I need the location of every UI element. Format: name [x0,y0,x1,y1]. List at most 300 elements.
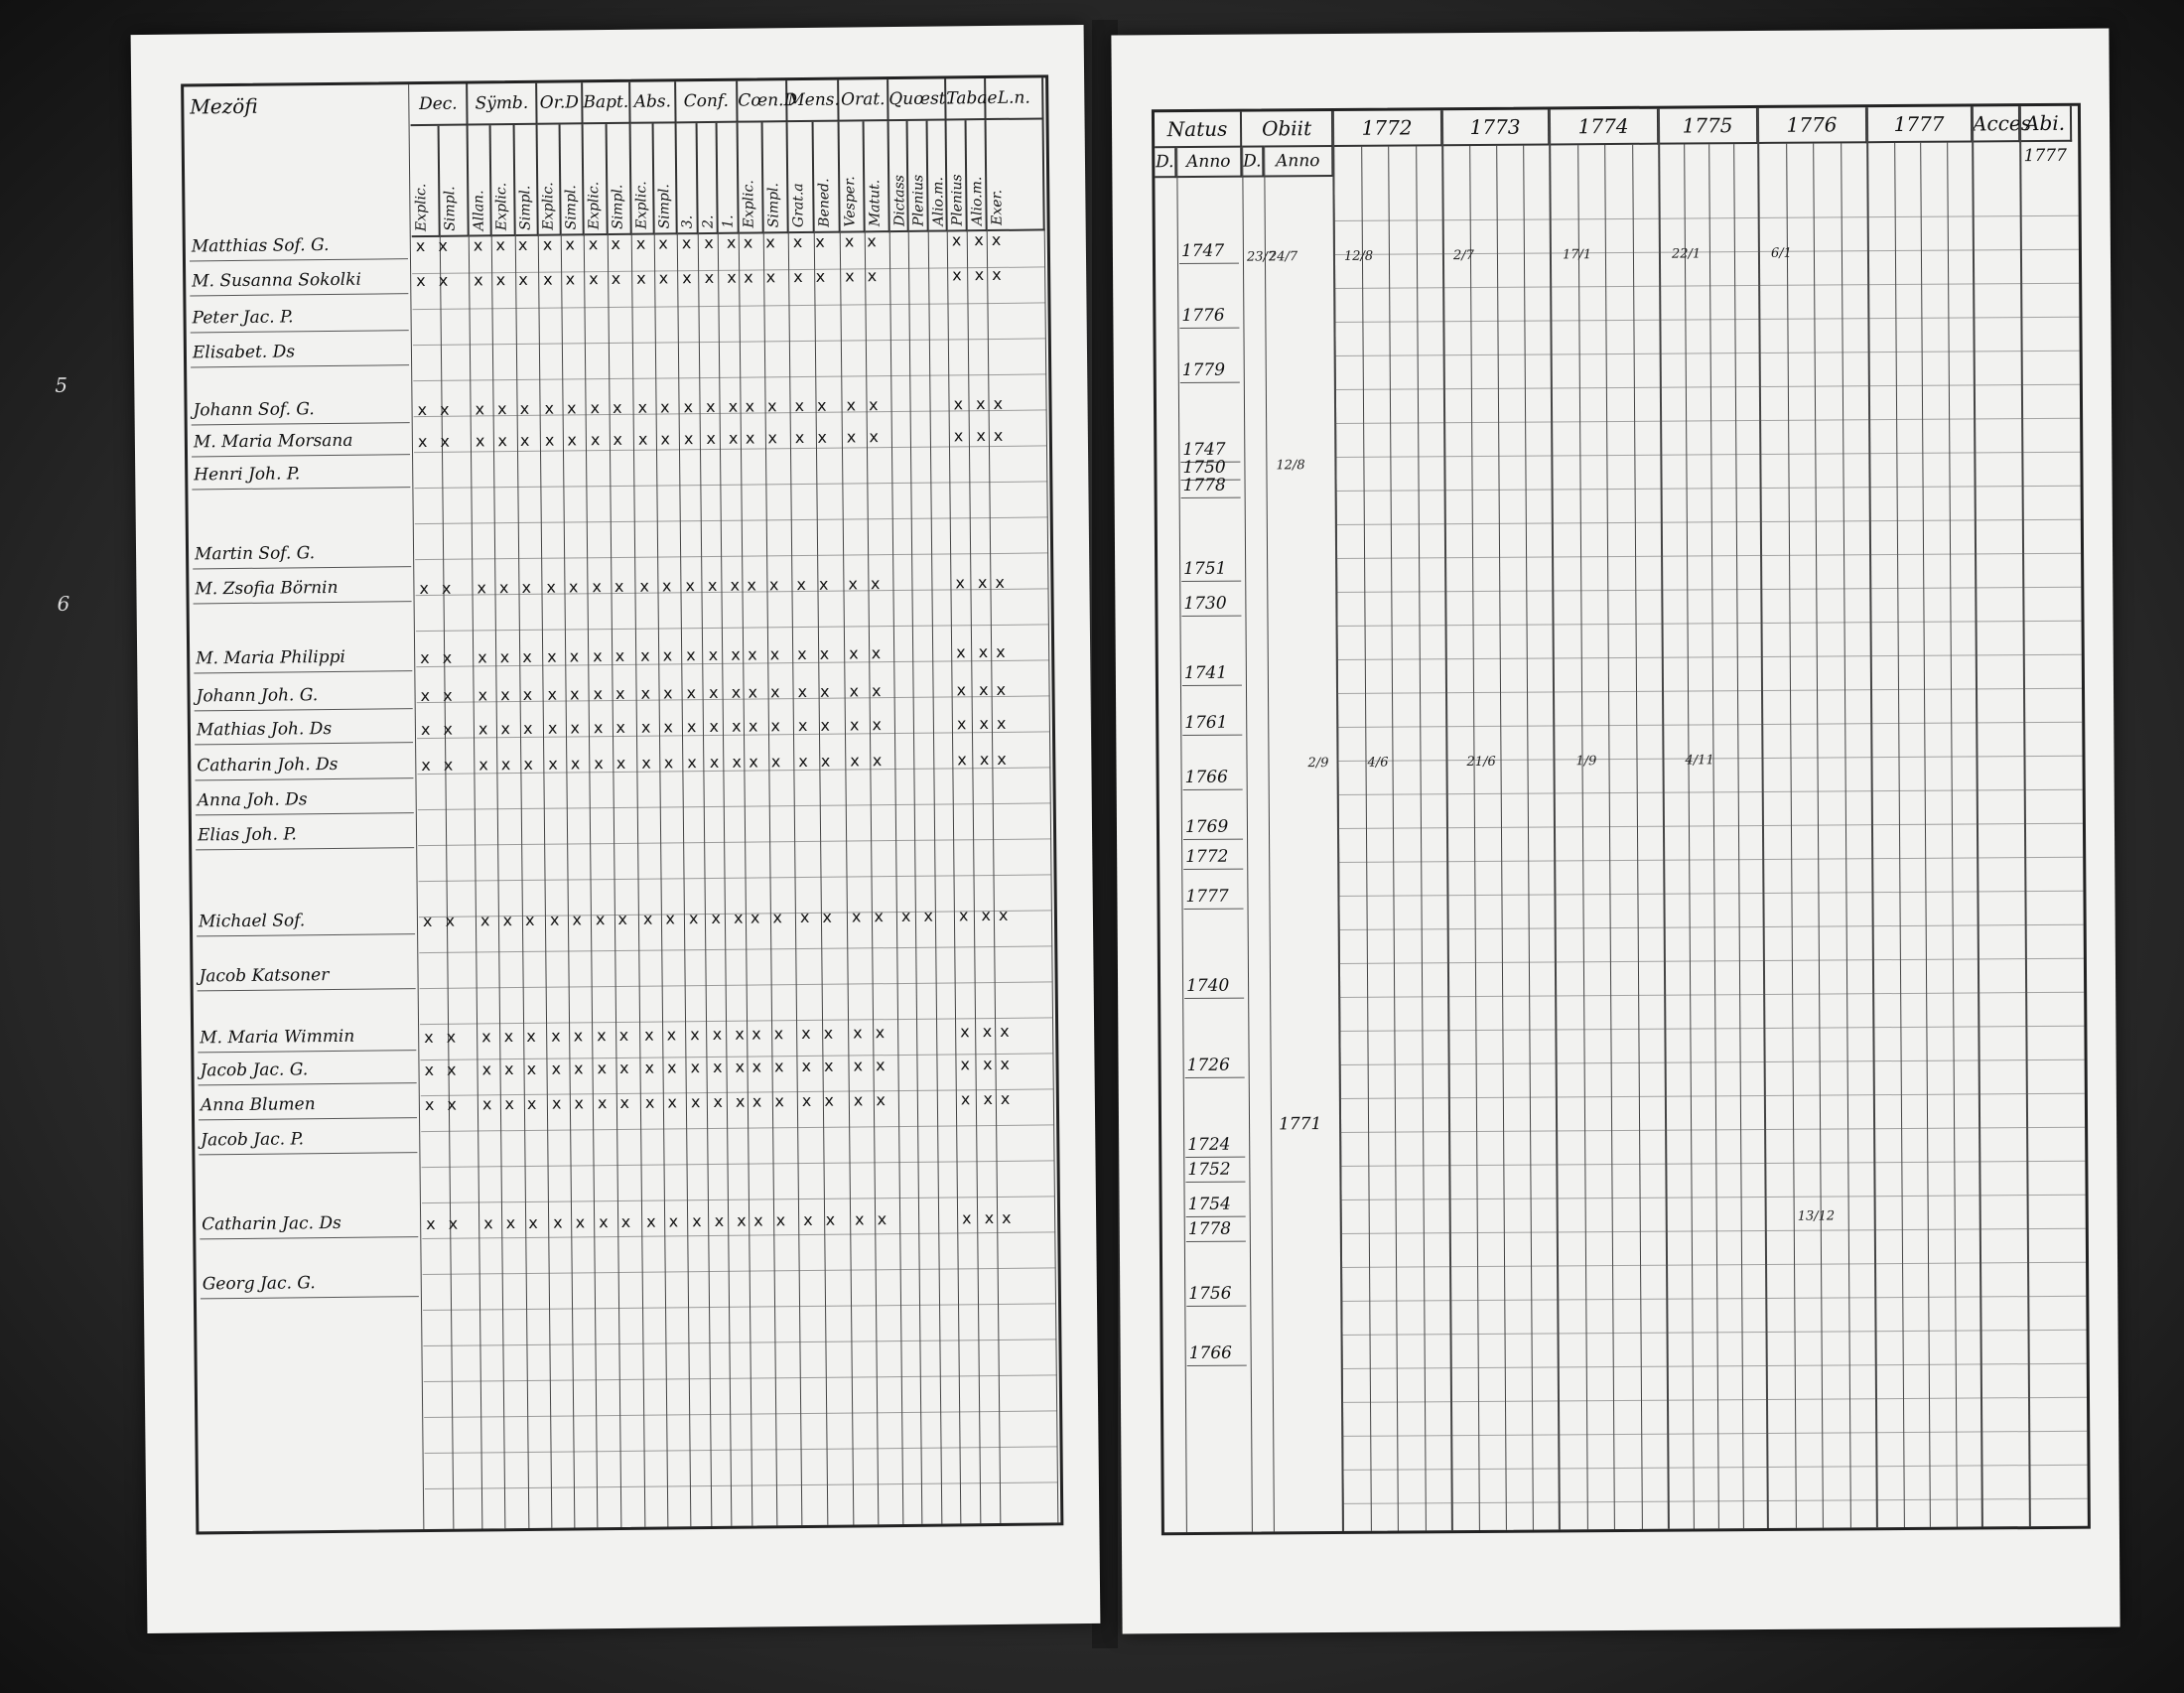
cross-marks: x x x [686,716,746,737]
header-5: Conf. [676,81,738,124]
cross-marks: x x x [683,428,743,449]
cross-marks: x x [424,1094,462,1115]
grid-rule [418,802,1051,810]
cross-marks: x x x [681,232,741,253]
top-header-1: Obiit [1242,111,1333,148]
name-underline [195,777,413,780]
cross-marks: x x [793,266,830,287]
grid-rule [1340,1059,2085,1065]
birth-year: 1769 [1184,816,1229,838]
register-name: Elisabet. Ds [192,342,296,363]
cross-marks: x x [956,680,993,700]
grid-rule [413,373,1046,381]
grid-rule [1343,1498,2088,1504]
cross-marks: x x [794,395,831,416]
subheader-9-0 [889,121,909,232]
corner-note: 1777 [2023,145,2067,167]
grid-rule [1334,249,2079,255]
column-line [697,232,712,1526]
column-line [1658,109,1670,1529]
subheader-text: Simpl. [516,185,534,231]
birth-year: 1730 [1183,593,1227,615]
cross-marks: x x [794,427,832,448]
column-line [718,232,733,1526]
cross-marks: x x [597,1025,633,1046]
sub-header-2: D. [1242,147,1264,177]
side-number-5: 5 [55,372,68,397]
cross-marks: x x [748,644,784,664]
grid-rule [1335,452,2080,458]
cross-marks: x x x [473,234,532,255]
cross-marks: x x [951,230,988,250]
cross-marks: x x [751,1057,788,1076]
entry-fraction: 12/8 [1343,248,1374,264]
cross-marks: x x [748,716,785,736]
name-underline [194,601,412,604]
cross-marks: x x [636,268,673,288]
cross-marks: x x [551,1026,588,1046]
name-underline [197,933,415,936]
entry-fraction: 2/9 [1307,756,1329,772]
cross-marks: x x [749,752,785,772]
grid-rule [1334,215,2079,221]
birth-year: 1741 [1183,662,1228,684]
cross-marks: x x [644,1092,682,1112]
sub-header-3: Anno [1264,147,1333,177]
cross-marks: x x [542,234,579,254]
cross-marks: x x [900,906,938,925]
grid-rule [413,302,1046,310]
cross-marks: x [1002,1207,1016,1227]
cross-marks: x [992,264,1006,284]
column-line [1441,110,1453,1530]
birth-year: 1772 [1185,846,1229,868]
death-year: 1771 [1278,1114,1322,1135]
birth-year: 1751 [1183,558,1227,580]
cross-marks: x x [797,681,834,702]
subheader-6-1 [763,122,789,233]
cross-marks: x x x [475,430,534,451]
birth-underline [1182,735,1242,736]
cross-marks: x x [547,718,585,738]
cross-marks: x x [798,751,835,772]
birth-year: 1778 [1187,1218,1232,1240]
cross-marks: x x [544,430,582,450]
name-underline [196,847,414,850]
top-header-6: 1776 [1758,107,1867,144]
corner-label: Mezöfi [190,93,258,119]
cross-marks: x x [849,715,887,735]
birth-year: 1766 [1184,767,1228,788]
name-underline [191,364,409,367]
header-9: Quœst. [888,78,946,121]
subheader-6-0 [739,122,764,233]
grid-rule [1336,486,2081,492]
subheader-text: 3. [679,214,696,229]
subheader-8-1 [865,121,890,232]
column-line [889,230,904,1524]
cross-marks: x x [956,714,994,734]
cross-marks: x x [960,1021,997,1042]
column-line [654,233,669,1527]
grid-rule [423,1303,1056,1311]
cross-marks: x x [592,576,628,597]
grid-rule [422,1160,1055,1168]
cross-marks: x x [419,578,456,599]
birth-underline [1181,497,1241,498]
birth-year: 1756 [1188,1283,1232,1305]
header-0: Dec. [410,84,468,127]
cross-marks: x x [644,1058,681,1077]
subheader-text: Plenius [949,174,966,226]
grid-rule [1335,351,2080,356]
birth-underline [1183,869,1243,870]
header-3: Bapt. [583,82,630,125]
grid-rule [425,1481,1058,1489]
cross-marks: x x [641,753,678,773]
name-underline [199,1152,417,1155]
subheader-text: Alio.m. [969,176,986,226]
subheader-text: Explic. [493,182,511,231]
grid-rule [423,1339,1056,1346]
cross-marks: x x [744,267,780,287]
entry-fraction: 2/7 [1452,247,1474,264]
cross-marks: x x [797,715,835,736]
birth-year: 1726 [1186,1055,1230,1076]
subheader-text: 1. [720,214,737,228]
cross-marks: x x x [474,269,532,290]
cross-marks: x x [745,396,781,416]
cross-marks: x x [747,575,783,595]
cross-marks: x x [640,645,677,665]
grid-rule [415,516,1048,524]
birth-year: 1761 [1184,712,1228,734]
register-name: M. Maria Wimmin [200,1026,355,1049]
birth-underline [1184,998,1244,999]
cross-marks: x x [424,1027,461,1048]
birth-underline [1179,328,1239,329]
grid-rule [1338,789,2083,795]
cross-marks: x x x [688,908,748,928]
subheader-text: Simpl. [442,186,459,231]
grid-rule [1337,654,2082,660]
cross-marks: x x x [479,910,539,930]
side-number-6: 6 [57,591,70,616]
grid-rule [1342,1397,2087,1403]
cross-marks: x x x [685,575,745,596]
subheader-text: 2. [700,214,717,229]
birth-year: 1724 [1187,1134,1231,1156]
subheader-1-1 [491,125,515,236]
birth-year: 1754 [1187,1194,1231,1215]
header-4: Abs. [630,81,676,123]
cross-marks: x x x [481,1058,541,1079]
cross-marks: x x [417,399,454,420]
grid-rule [413,338,1046,346]
cross-marks: x x [597,1058,633,1078]
birth-underline [1186,1306,1246,1307]
grid-rule [1337,688,2082,694]
subheader-text: Exer. [989,189,1006,226]
column-line [987,229,1002,1523]
cross-marks: x x x [686,644,745,665]
column-line [865,230,880,1524]
cross-marks: x x [953,394,990,414]
cross-marks: x x [801,1056,838,1076]
cross-marks: x x [799,907,837,927]
header-2: Or.D [537,82,583,124]
subheader-9-2 [927,120,947,231]
column-line [538,234,553,1528]
register-name: M. Susanna Sokolki [192,269,361,292]
entry-fraction: 23/7 [1246,249,1277,265]
grid-rule [1342,1431,2087,1437]
grid-rule [424,1374,1057,1382]
grid-rule [422,1196,1055,1203]
cross-marks: x x [599,1211,635,1232]
right-page [1111,29,2119,1634]
cross-marks: x x [546,577,583,597]
cross-marks: x x [639,576,676,596]
subheader-text: Bened. [816,178,833,227]
column-line [739,232,753,1526]
column-line [947,229,962,1523]
name-underline [198,988,416,991]
column-line [561,234,576,1528]
cross-marks: x [1000,1054,1015,1073]
cross-marks: x x [637,397,674,417]
grid-rule [414,481,1047,489]
subheader-0-1 [440,126,470,237]
entry-fraction: 21/6 [1466,754,1496,771]
grid-rule [1335,384,2080,390]
grid-rule [415,552,1048,560]
cross-marks: x x [955,573,992,593]
birth-underline [1185,1182,1245,1183]
birth-underline [1185,1157,1245,1158]
cross-marks: x x [957,750,994,770]
header-7: Mens. [787,80,839,123]
cross-marks: x x x [483,1212,542,1233]
cross-marks: x x x [477,577,536,598]
birth-underline [1186,1241,1246,1242]
subheader-4-0 [631,124,655,235]
cross-marks: x [993,425,1008,445]
cross-marks: x [997,749,1011,769]
cross-marks: x x x [478,754,537,775]
cross-marks: x x x [478,718,537,739]
column-line [1972,106,1983,1526]
cross-marks: x x [848,574,885,594]
grid-rule [1341,1262,2086,1268]
grid-rule [419,945,1052,953]
top-header-4: 1774 [1550,109,1659,146]
register-name: M. Zsofia Börnin [195,577,339,600]
register-name: Johann Joh. G. [196,685,319,707]
birth-underline [1185,1077,1245,1078]
name-underline [199,1117,417,1120]
cross-marks: x x [853,1023,889,1043]
grid-rule [1341,1228,2086,1234]
cross-marks: x x [748,682,784,702]
birth-year: 1776 [1181,305,1225,327]
register-name: Anna Blumen [200,1094,316,1116]
birth-underline [1181,581,1241,582]
cross-marks: x x [751,1024,788,1044]
column-line [814,231,829,1525]
birth-underline [1183,789,1243,790]
column-line [631,233,646,1527]
subheader-5-0 [677,123,699,234]
column-line [440,235,455,1529]
cross-marks: x x [590,429,627,450]
cross-marks: x x [796,574,833,595]
top-header-5: 1775 [1659,108,1758,145]
subheader-text: Allan. [471,190,487,231]
register-name: Mathias Joh. Ds [196,718,333,741]
cross-marks: x x [547,646,584,666]
catechism-table [181,74,1063,1534]
subheader-5-1 [697,123,719,234]
name-underline [194,670,412,673]
sub-header-0: D. [1155,148,1176,178]
cross-marks: x x [635,233,672,253]
grid-rule [420,981,1053,989]
entry-fraction: 22/1 [1671,246,1702,262]
grid-rule [1342,1330,2087,1336]
cross-marks: x x [593,645,629,666]
subheader-1-2 [514,125,538,236]
register-name: Elias Joh. P. [197,824,297,846]
top-header-0: Natus [1155,112,1242,149]
column-line [1044,228,1059,1522]
grid-rule [1340,1093,2085,1099]
top-header-3: 1773 [1442,109,1550,146]
cross-marks: x x [588,233,624,254]
grid-rule [1340,1127,2085,1133]
subheader-3-1 [608,124,632,235]
grid-rule [416,624,1049,632]
cross-marks: x x [597,1092,634,1113]
register-name: Georg Jac. G. [202,1273,316,1295]
top-header-7: 1777 [1867,106,1973,143]
subheader-text: Dictass [891,174,908,227]
column-line [677,232,692,1526]
register-name: M. Maria Philippi [196,646,346,669]
subheader-0-0 [411,126,441,237]
column-line [469,235,483,1529]
entry-fraction: 6/1 [1770,245,1792,261]
subheader-text: Simpl. [610,184,626,230]
subheader-8-0 [840,121,866,232]
cross-marks: x x [426,1213,463,1234]
cross-marks: x x x [478,684,537,705]
subheader-2-1 [561,124,585,235]
cross-marks: x x [640,683,677,703]
grid-rule [422,1231,1055,1239]
cross-marks: x x [420,685,457,706]
column-line [1332,111,1344,1531]
cross-marks: x x [801,1023,838,1044]
name-underline [192,454,410,457]
column-line [1549,109,1561,1529]
cross-marks: x x [745,428,782,448]
name-column-border [408,84,424,1529]
subheader-text: Simpl. [656,184,673,229]
cross-marks: x x [593,683,629,704]
cross-marks: x [991,229,1006,250]
column-line [967,229,982,1523]
cross-marks: x x [792,231,829,252]
name-underline [195,708,413,711]
cross-marks: x [1000,1021,1014,1041]
birth-underline [1181,616,1241,617]
cross-marks: x x [420,647,457,668]
cross-marks: x x [420,719,458,740]
birth-year: 1747 [1182,439,1226,461]
entry-fraction: 12/8 [1276,458,1305,474]
column-line [1264,145,1275,1531]
birth-underline [1182,685,1242,686]
cross-marks: x x x [481,1093,541,1114]
cross-marks: x x [421,755,458,776]
subheader-text: Vesper. [842,176,859,227]
birth-underline [1186,1216,1246,1217]
cross-marks: x x [551,1093,589,1113]
register-name: Catharin Joh. Ds [197,754,339,776]
column-line [1242,146,1253,1532]
register-name: Jacob Jac. P. [201,1129,305,1151]
cross-marks: x x [853,1090,890,1110]
register-table [1152,103,2091,1535]
subheader-text: Plenius [910,174,927,226]
cross-marks: x x [642,909,680,928]
grid-rule [1334,283,2079,289]
subheader-text: Alio.m. [929,177,947,226]
grid-rule [1338,823,2083,829]
name-underline [195,742,413,745]
cross-marks: x x x [478,646,536,667]
subheader-9-1 [908,121,928,232]
name-underline [191,330,409,333]
name-underline [199,1082,417,1085]
grid-rule [1341,1296,2086,1302]
cross-marks: x x [960,1088,997,1109]
entry-fraction: 13/12 [1797,1208,1836,1224]
birth-underline [1183,839,1243,840]
cross-marks: x x [853,1056,889,1075]
header-6: Cœn.D [738,80,787,123]
birth-year: 1750 [1182,457,1226,479]
subheader-text: Matut. [867,179,884,227]
register-name: Peter Jac. P. [192,307,294,329]
cross-marks: x x [958,906,996,925]
column-line [491,234,506,1528]
birth-year: 1778 [1182,475,1226,496]
header-10: Tabae [946,78,986,120]
name-underline [198,1050,416,1053]
subheader-3-0 [584,124,609,235]
cross-marks: x x x [687,752,746,773]
cross-marks: x x [644,1025,681,1045]
name-underline [201,1296,419,1299]
column-line [908,230,923,1524]
register-name: Martin Sof. G. [194,543,316,565]
subheader-1-0 [469,125,492,236]
grid-rule [1339,924,2084,930]
cross-marks: x x x [686,682,746,703]
cross-marks: x x [849,681,886,701]
